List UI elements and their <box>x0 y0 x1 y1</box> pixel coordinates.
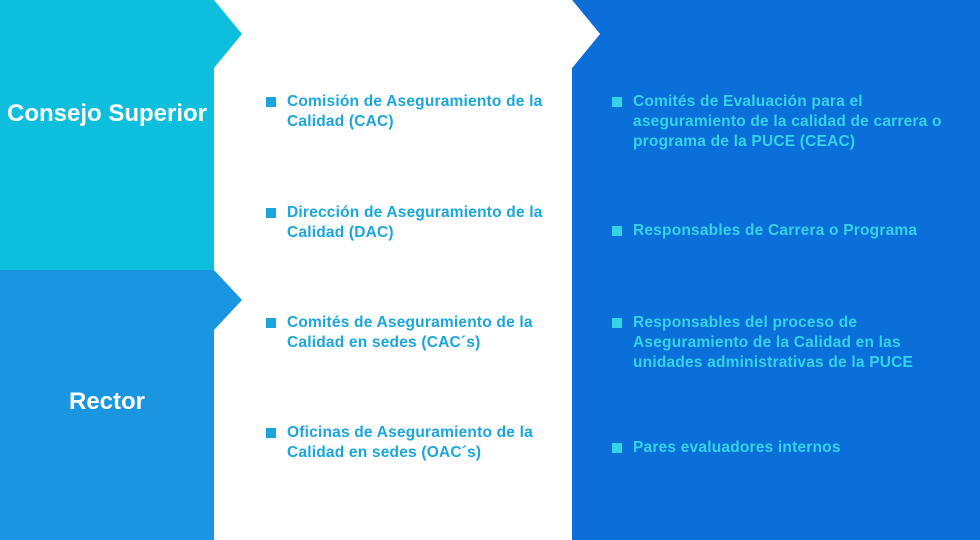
list-item <box>266 423 546 463</box>
list-item <box>266 313 546 353</box>
item-label: Comités de Aseguramiento de la Calidad en sedes (CAC´s) <box>287 314 533 351</box>
square-bullet-icon <box>266 97 276 107</box>
list-item <box>266 203 546 243</box>
list-item <box>612 438 942 458</box>
item-label: Comités de Evaluación para el aseguramiento de la calidad de carrera o programa de la PUCE (CEAC) <box>633 93 942 150</box>
item-label: Responsables del proceso de Aseguramiento de la Calidad en las unidades administrativas de la PUCE <box>633 314 914 371</box>
role-label: Consejo Superior <box>6 100 208 127</box>
list-item <box>612 92 942 152</box>
square-bullet-icon <box>266 428 276 438</box>
role-rector <box>0 386 214 418</box>
role-consejo-superior <box>0 98 214 130</box>
square-bullet-icon <box>266 208 276 218</box>
item-label: Oficinas de Aseguramiento de la Calidad en sedes (OAC´s) <box>287 424 533 461</box>
item-label: Responsables de Carrera o Programa <box>633 222 918 239</box>
list-item <box>612 221 942 241</box>
item-label: Dirección de Aseguramiento de la Calidad (DAC) <box>287 204 543 241</box>
square-bullet-icon <box>612 443 622 453</box>
list-item <box>612 313 942 373</box>
item-label: Pares evaluadores internos <box>633 439 841 456</box>
square-bullet-icon <box>612 226 622 236</box>
square-bullet-icon <box>612 97 622 107</box>
list-item <box>266 92 546 132</box>
item-label: Comisión de Aseguramiento de la Calidad (CAC) <box>287 93 543 130</box>
square-bullet-icon <box>266 318 276 328</box>
role-label: Rector <box>68 388 146 415</box>
square-bullet-icon <box>612 318 622 328</box>
right-panel <box>572 0 980 540</box>
consejo-block <box>0 0 242 270</box>
